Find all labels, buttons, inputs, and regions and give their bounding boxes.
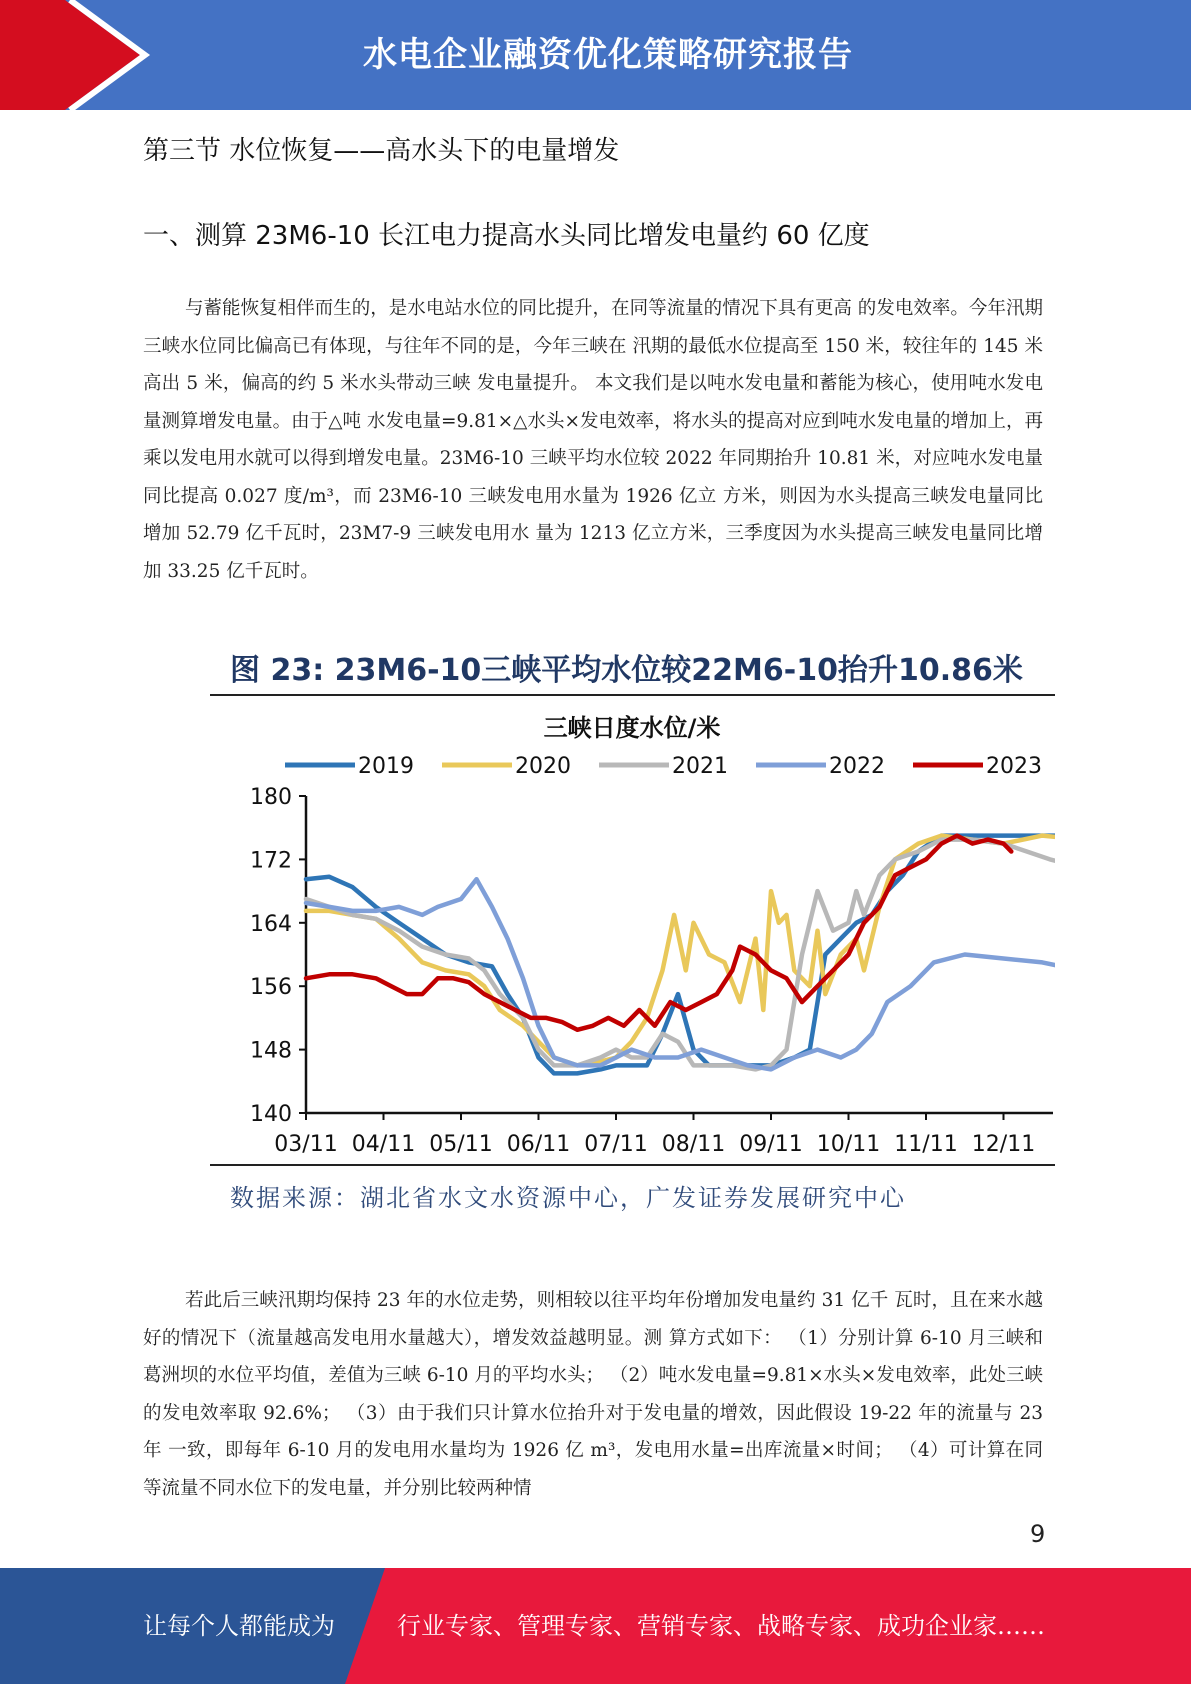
water-level-chart	[210, 700, 1055, 1160]
y-tick-label: 172	[250, 848, 292, 874]
page-header	[0, 0, 1191, 110]
series-line-2020	[306, 836, 1055, 1066]
chart-title: 三峡日度水位/米	[543, 714, 721, 742]
x-tick-label: 08/11	[661, 1132, 726, 1157]
body-paragraph-2	[143, 1282, 1043, 1507]
figure-top-rule	[210, 694, 1055, 696]
x-tick-label: 06/11	[506, 1132, 571, 1157]
x-tick-label: 09/11	[739, 1132, 803, 1157]
subsection-title: 一、测算 23M6-10 长江电力提高水头同比增发电量约 60 亿度	[143, 221, 870, 251]
x-tick-label: 07/11	[584, 1132, 648, 1157]
page-number: 9	[1030, 1520, 1046, 1548]
figure-bottom-rule	[210, 1164, 1055, 1166]
footer-right-text: 行业专家、管理专家、营销专家、战略专家、成功企业家……	[397, 1612, 1045, 1640]
legend-label: 2020	[515, 754, 571, 779]
legend-label: 2019	[358, 754, 414, 779]
legend-label: 2022	[829, 754, 885, 779]
figure-source: 数据来源：湖北省水文水资源中心，广发证券发展研究中心	[230, 1184, 906, 1212]
body-paragraph-1	[143, 290, 1043, 590]
legend-label: 2023	[986, 754, 1042, 779]
y-tick-label: 148	[250, 1038, 292, 1064]
figure-title: 图 23: 23M6-10三峡平均水位较22M6-10抬升10.86米	[230, 653, 1023, 688]
y-tick-label: 164	[250, 911, 292, 937]
x-tick-label: 12/11	[971, 1132, 1036, 1157]
section-title: 第三节 水位恢复——高水头下的电量增发	[143, 136, 620, 166]
legend-label: 2021	[672, 754, 728, 779]
y-tick-label: 156	[250, 975, 292, 1001]
y-tick-label: 180	[250, 785, 292, 810]
x-tick-label: 10/11	[816, 1132, 881, 1157]
series-line-2022	[306, 879, 1055, 1069]
paragraph-text: 若此后三峡汛期均保持 23 年的水位走势，则相较以往平均年份增加发电量约 31 亿千 瓦时，且在来水越好的情况下（流量越高发电用水量越大），增发效益越明显。测 算方式如下： （1）分别计算 6-10 月三峡和葛洲坝的水位平均值，差值为三峡 6-10 月的平均水头； （2）吨水发电量=9.81×水头×发电效率，此处三峡的发电效率取 92.6%； （3）由于我们只计算水位抬升对于发电量的增效，因此假设 19-22 年的流量与 23 年 一致，即每年 6-10 月的发电用水量均为 1926 亿 m³，发电用水量=出库流量×时间； （4）可计算在同等流量不同水位下的发电量，并分别比较两种情	[143, 1290, 1043, 1499]
paragraph-text: 与蓄能恢复相伴而生的，是水电站水位的同比提升，在同等流量的情况下具有更高 的发电效率。今年汛期三峡水位同比偏高已有体现，与往年不同的是，今年三峡在 汛期的最低水位提高至 150 米，较往年的 145 米高出 5 米，偏高的约 5 米水头带动三峡 发电量提升。 本文我们是以吨水发电量和蓄能为核心，使用吨水发电量测算增发电量。由于△吨 水发电量=9.81×△水头×发电效率，将水头的提高对应到吨水发电量的增加上，再 乘以发电用水就可以得到增发电量。23M6-10 三峡平均水位较 2022 年同期抬升 10.81 米，对应吨水发电量同比提高 0.027 度/m³，而 23M6-10 三峡发电用水量为 1926 亿立 方米，则因为水头提高三峡发电量同比增加 52.79 亿千瓦时，23M7-9 三峡发电用水 量为 1213 亿立方米，三季度因为水头提高三峡发电量同比增加 33.25 亿千瓦时。	[143, 298, 1043, 582]
y-tick-label: 140	[250, 1102, 292, 1127]
x-tick-label: 03/11	[274, 1132, 338, 1157]
x-tick-label: 04/11	[351, 1132, 416, 1157]
x-tick-label: 11/11	[894, 1132, 958, 1157]
header-title: 水电企业融资优化策略研究报告	[363, 35, 853, 75]
footer-left-text: 让每个人都能成为	[143, 1612, 335, 1640]
x-tick-label: 05/11	[429, 1132, 493, 1157]
page-footer	[0, 1568, 1191, 1684]
